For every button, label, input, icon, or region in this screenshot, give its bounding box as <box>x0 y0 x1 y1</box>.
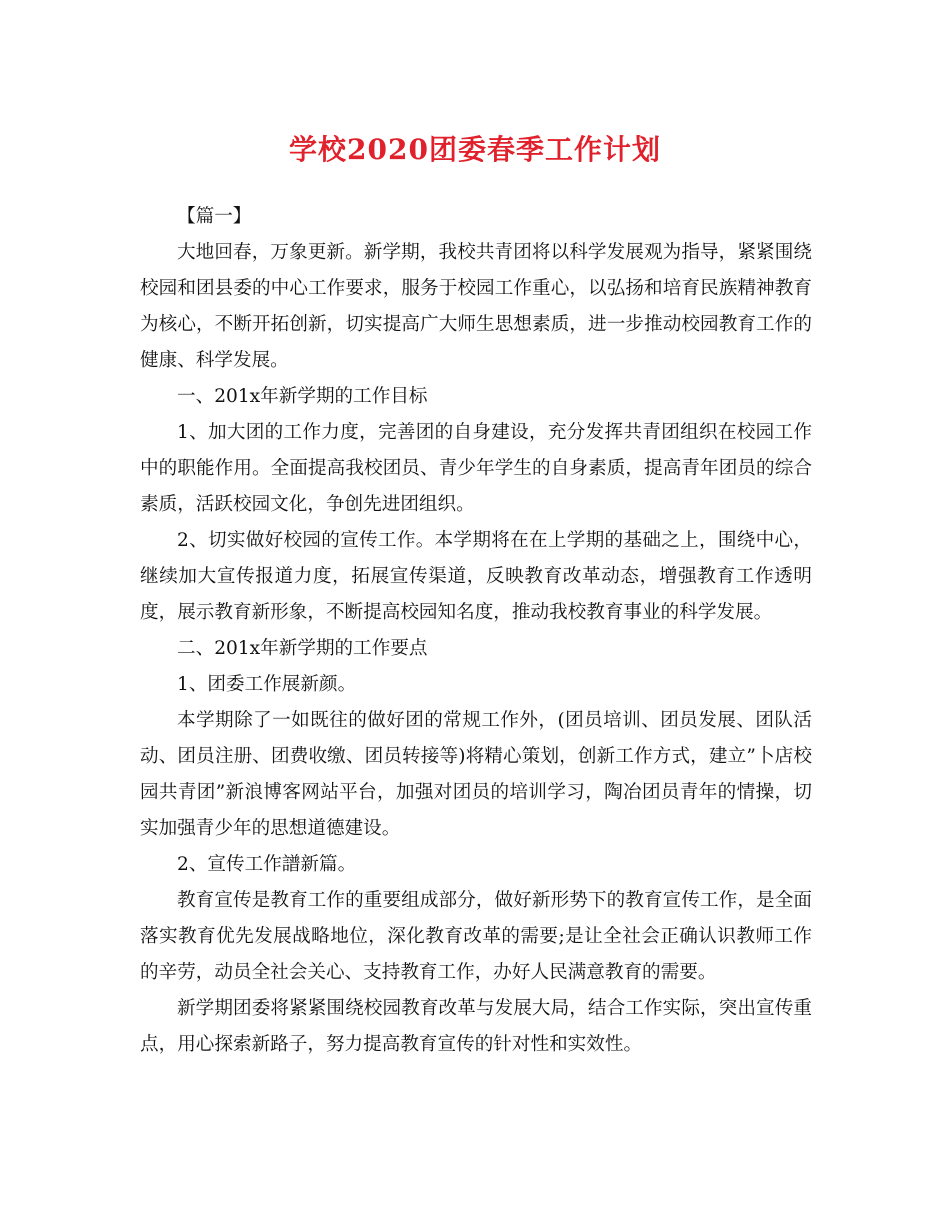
point-1-heading: 1、团委工作展新颜。 <box>177 674 357 695</box>
heading-work-goals: 一、201x年新学期的工作目标 <box>177 386 428 407</box>
point-2-paragraph-a: 教育宣传是教育工作的重要组成部分，做好新形势下的教育宣传工作，是全面落实教育优先发展战略地位，深化教育改革的需要;是让全社会正确认识教师工作的辛劳，动员全社会关心、支持教育工作，办好人民满意教育的需要。 <box>140 890 812 983</box>
point-2-heading: 2、宣传工作譜新篇。 <box>177 854 357 875</box>
point-1-paragraph: 本学期除了一如既往的做好团的常规工作外，(团员培训、团员发展、团队活动、团员注册、团费收缴、团员转接等)将精心策划，创新工作方式，建立”卜店校园共青团”新浪博客网站平台，加强对团员的培训学习，陶冶团员青年的情操，切实加强青少年的思想道德建设。 <box>140 710 812 839</box>
document-title: 学校2020团委春季工作计划 <box>289 133 661 166</box>
goal-1-paragraph: 1、加大团的工作力度，完善团的自身建设，充分发挥共青团组织在校园工作中的职能作用。全面提高我校团员、青少年学生的自身素质，提高青年团员的综合素质，活跃校园文化，争创先进团组织。 <box>140 422 812 515</box>
point-2-paragraph-b: 新学期团委将紧紧围绕校园教育改革与发展大局，结合工作实际，突出宣传重点，用心探索新路子，努力提高教育宣传的针对性和实效性。 <box>140 998 812 1055</box>
goal-2-paragraph: 2、切实做好校园的宣传工作。本学期将在在上学期的基础之上，围绕中心，继续加大宣传报道力度，拓展宣传渠道，反映教育改革动态，增强教育工作透明度，展示教育新形象，不断提高校园知名度，推动我校教育事业的科学发展。 <box>140 530 812 623</box>
intro-paragraph: 大地回春，万象更新。新学期，我校共青团将以科学发展观为指导，紧紧围绕校园和团县委的中心工作要求，服务于校园工作重心，以弘扬和培育民族精神教育为核心，不断开拓创新，切实提高广大师生思想素质，进一步推动校园教育工作的健康、科学发展。 <box>140 242 812 371</box>
heading-work-points: 二、201x年新学期的工作要点 <box>177 638 428 659</box>
section-marker: 【篇一】 <box>177 206 252 227</box>
document-body <box>140 199 812 1063</box>
